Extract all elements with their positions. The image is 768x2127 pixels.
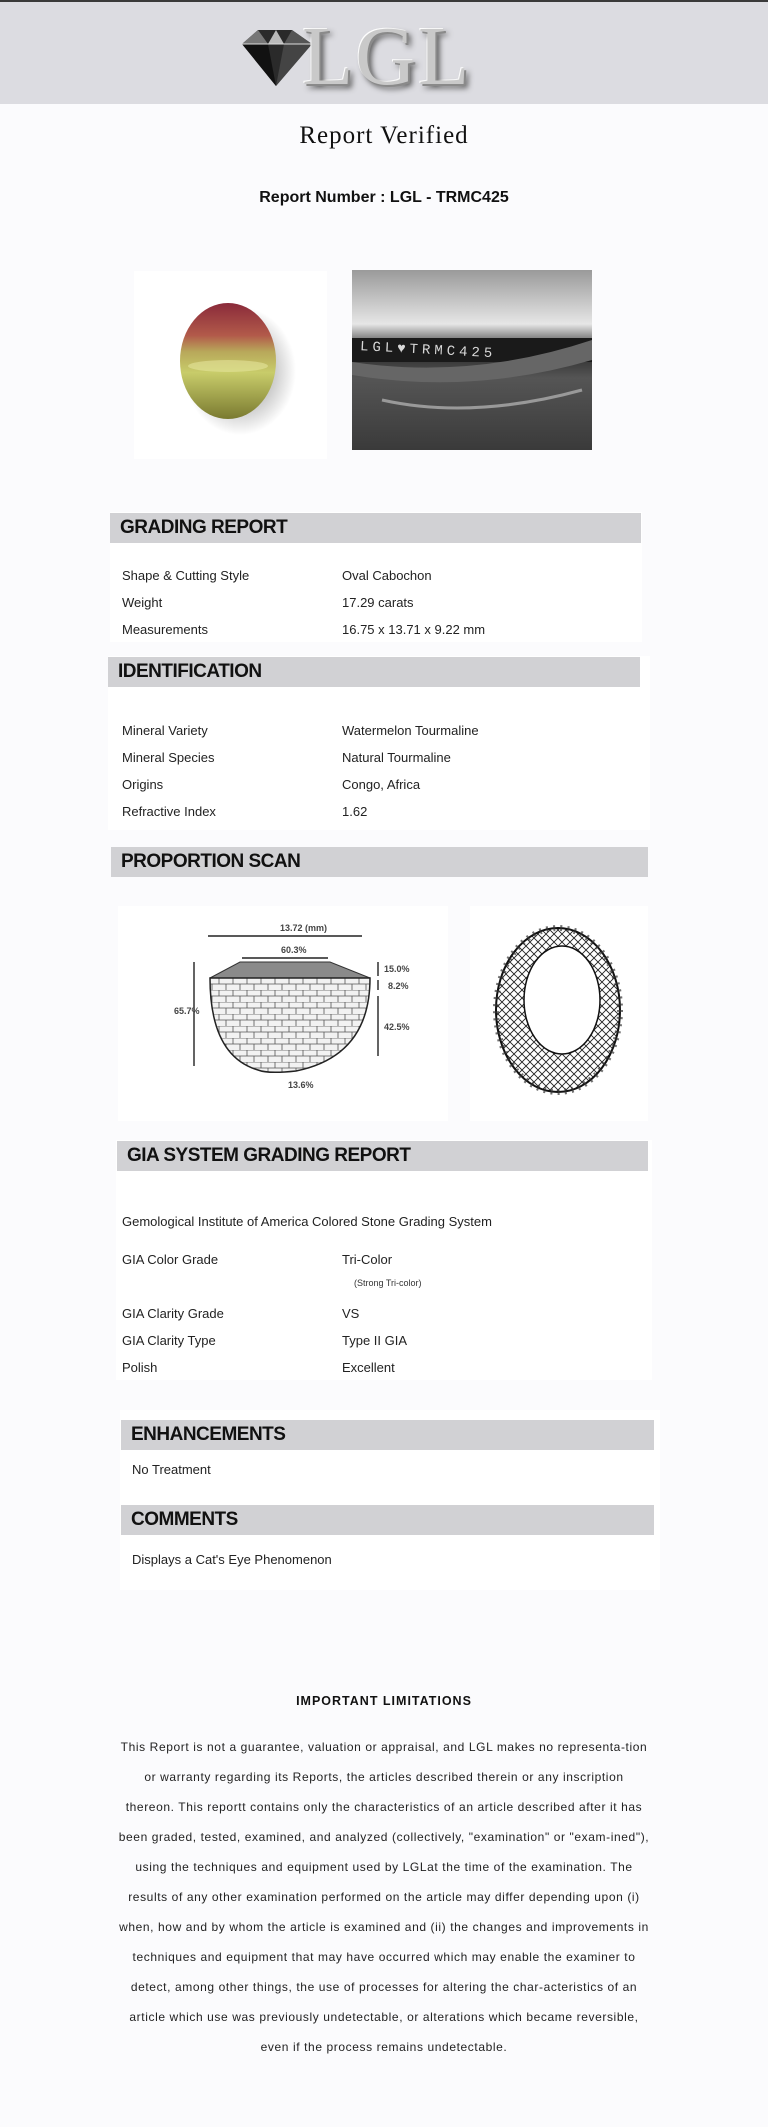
gia-label: Polish [122, 1360, 158, 1375]
identification-value: Watermelon Tourmaline [342, 723, 479, 738]
girdle-label: 8.2% [388, 981, 409, 991]
enhancements-text: No Treatment [132, 1462, 211, 1477]
crown-height-label: 15.0% [384, 964, 410, 974]
report-number: Report Number : LGL - TRMC425 [259, 189, 509, 206]
gia-label: GIA Clarity Type [122, 1333, 216, 1348]
identification-value: Congo, Africa [342, 777, 421, 792]
top-view-diagram [470, 906, 648, 1121]
gia-color-note: (Strong Tri-color) [354, 1278, 422, 1288]
enhancements-header [121, 1420, 654, 1450]
inscription-text: LGL♥TRMC425 [359, 339, 497, 363]
identification-value: 1.62 [342, 804, 368, 819]
enhancements-title: ENHANCEMENTS [131, 1424, 286, 1445]
header-banner [0, 2, 768, 104]
grading-report-header [110, 513, 641, 543]
comments-header [121, 1505, 654, 1535]
culet-label: 13.6% [288, 1080, 314, 1090]
stone-profile-icon [118, 906, 448, 1121]
gia-title: GIA SYSTEM GRADING REPORT [127, 1145, 411, 1166]
limitations-title: IMPORTANT LIMITATIONS [296, 1694, 472, 1708]
inscription-photo [352, 270, 592, 450]
identification-label: Refractive Index [122, 804, 216, 819]
identification-label: Origins [122, 777, 164, 792]
identification-value: Natural Tourmaline [342, 750, 451, 765]
gia-label: GIA Color Grade [122, 1252, 219, 1267]
gia-header [117, 1141, 648, 1171]
grading-value: 16.75 x 13.71 x 9.22 mm [342, 622, 486, 637]
gia-value: Excellent [342, 1360, 395, 1375]
gia-subtitle: Gemological Institute of America Colored Stone Grading System [122, 1214, 492, 1229]
gia-label: GIA Clarity Grade [122, 1306, 224, 1321]
proportion-scan-header [111, 847, 648, 877]
width-label: 13.72 (mm) [280, 923, 328, 933]
proportion-scan-title: PROPORTION SCAN [121, 851, 301, 872]
gem-photo-icon [134, 271, 327, 459]
identification-header [108, 657, 640, 687]
lgl-logo [232, 10, 492, 103]
identification-label: Mineral Variety [122, 723, 208, 738]
grading-report-title: GRADING REPORT [120, 517, 288, 538]
grading-label: Weight [122, 595, 163, 610]
stone-photo [134, 271, 327, 459]
comments-text: Displays a Cat's Eye Phenomenon [132, 1552, 332, 1567]
comments-title: COMMENTS [131, 1509, 238, 1530]
identification-label: Mineral Species [122, 750, 215, 765]
inscription-image-icon [352, 270, 592, 450]
gia-value: Type II GIA [342, 1333, 408, 1348]
pavilion-depth-label: 42.5% [384, 1022, 410, 1032]
grading-value: Oval Cabochon [342, 568, 432, 583]
stone-top-view-icon [470, 906, 648, 1121]
total-depth-label: 65.7% [174, 1006, 200, 1016]
logo-text: LGL [302, 10, 472, 103]
page-title: Report Verified [299, 122, 469, 149]
grading-label: Shape & Cutting Style [122, 568, 250, 583]
gia-value: Tri-Color [342, 1252, 393, 1267]
limitations-text: This Report is not a guarantee, valuation or appraisal, and LGL makes no representa-tion or warranty regarding its Reports, the articles described therein or any inscription thereon. This reportt contains only the characteristics of an article described after it has been graded, tested, examined, and analyzed (collectively, "examination" or "exam-ined"), using the techniques and equipment used by LGLat the time of the examination. The results of any other examination performed on the article may differ depending upon (i) when, how and by whom the article is examined and (ii) the changes and improvements in techniques and equipment that may have occurred which may enable the examiner to detect, among other things, the use of processes for altering the char-acteristics of an article which use was previously undetectable, or alterations which became reversible, even if the process remains undetectable. [118, 1740, 650, 2054]
side-profile-diagram [118, 906, 448, 1121]
grading-label: Measurements [122, 622, 208, 637]
gia-value: VS [342, 1306, 360, 1321]
table-label: 60.3% [281, 945, 307, 955]
identification-title: IDENTIFICATION [118, 661, 262, 682]
grading-value: 17.29 carats [342, 595, 414, 610]
